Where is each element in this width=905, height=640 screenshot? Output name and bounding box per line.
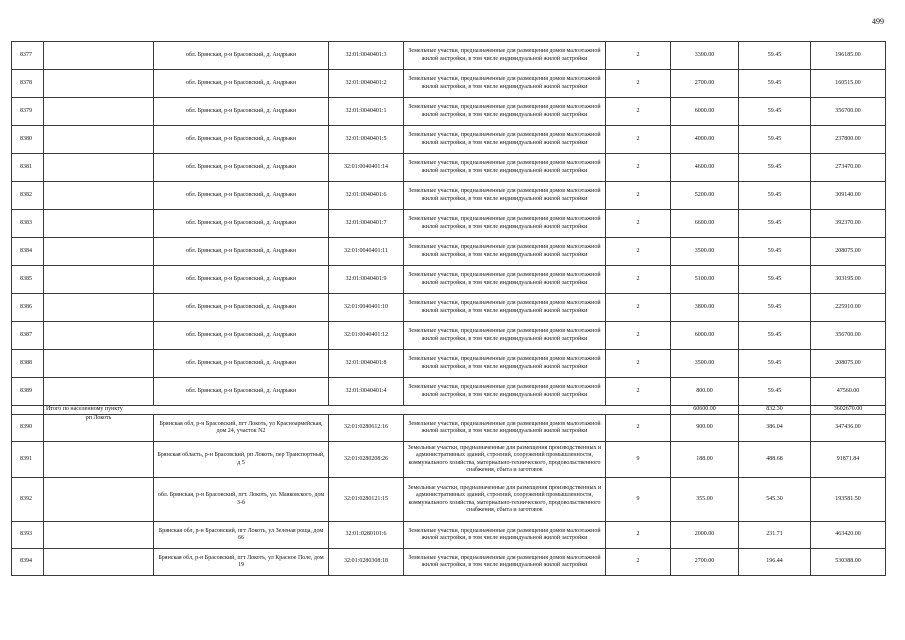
address-cell: обл. Брянская, р-н Брасовский, д. Андрыкн bbox=[154, 294, 329, 322]
address-cell: обл. Брянская, р-н Брасовский, д. Андрыкн bbox=[154, 182, 329, 210]
table-body bbox=[12, 42, 886, 576]
group-number: 2 bbox=[606, 70, 671, 98]
area-value: 2700.00 bbox=[671, 70, 739, 98]
area-value: 6000.00 bbox=[671, 322, 739, 350]
land-purpose: Земельные участки, предназначенные для размещения домов малоэтажной жилой застройки, в том числе индивидуальной жилой застройки bbox=[404, 126, 606, 154]
group-number: 2 bbox=[606, 154, 671, 182]
area-value: 355.00 bbox=[671, 478, 739, 522]
land-purpose: Земельные участки, предназначенные для размещения домов малоэтажной жилой застройки, в том числе индивидуальной жилой застройки bbox=[404, 378, 606, 406]
land-purpose: Земельные участки, предназначенные для размещения домов малоэтажной жилой застройки, в том числе индивидуальной жилой застройки bbox=[404, 210, 606, 238]
row-number: 8390 bbox=[12, 415, 44, 442]
settlement-name bbox=[44, 238, 154, 266]
cadastral-value-table bbox=[11, 41, 886, 576]
area-value: 800.00 bbox=[671, 378, 739, 406]
cadastral-value: 208075.00 bbox=[811, 238, 886, 266]
table-row bbox=[12, 98, 886, 126]
table-row bbox=[12, 478, 886, 522]
specific-rate: 59.45 bbox=[739, 266, 811, 294]
area-value: 4000.00 bbox=[671, 126, 739, 154]
table-row bbox=[12, 442, 886, 478]
specific-rate: 488.68 bbox=[739, 442, 811, 478]
group-number: 2 bbox=[606, 522, 671, 549]
subtotal-row bbox=[12, 406, 886, 415]
land-purpose: Земельные участки, предназначенные для размещения домов малоэтажной жилой застройки, в том числе индивидуальной жилой застройки bbox=[404, 549, 606, 576]
group-number: 2 bbox=[606, 238, 671, 266]
area-value: 188.00 bbox=[671, 442, 739, 478]
cadastral-value: 356700.00 bbox=[811, 98, 886, 126]
cadastral-value: 225910.00 bbox=[811, 294, 886, 322]
cadastral-value: 347436.00 bbox=[811, 415, 886, 442]
table-row bbox=[12, 42, 886, 70]
settlement-name bbox=[44, 70, 154, 98]
address-cell: обл. Брянская, р-н Брасовский, д. Андрыкн bbox=[154, 98, 329, 126]
land-purpose: Земельные участки, предназначенные для размещения домов малоэтажной жилой застройки, в том числе индивидуальной жилой застройки bbox=[404, 415, 606, 442]
group-number: 2 bbox=[606, 98, 671, 126]
row-number: 8384 bbox=[12, 238, 44, 266]
settlement-name bbox=[44, 266, 154, 294]
land-purpose: Земельные участки, предназначенные для размещения домов малоэтажной жилой застройки, в том числе индивидуальной жилой застройки bbox=[404, 266, 606, 294]
subtotal-area: 60600.00 bbox=[671, 406, 739, 415]
cadastral-number: 32:01:0040401:8 bbox=[329, 350, 404, 378]
table-row bbox=[12, 266, 886, 294]
group-number: 2 bbox=[606, 182, 671, 210]
cadastral-number: 32:01:0280121:15 bbox=[329, 478, 404, 522]
address-cell: обл. Брянская, р-н Брасовский, пгт. Локоть, ул. Маяковского, дом 3-б bbox=[154, 478, 329, 522]
cadastral-value: 303195.00 bbox=[811, 266, 886, 294]
settlement-name bbox=[44, 154, 154, 182]
area-value: 5100.00 bbox=[671, 266, 739, 294]
group-number: 2 bbox=[606, 294, 671, 322]
area-value: 2700.00 bbox=[671, 549, 739, 576]
table-row bbox=[12, 154, 886, 182]
land-purpose: Земельные участки, предназначенные для размещения домов малоэтажной жилой застройки, в том числе индивидуальной жилой застройки bbox=[404, 238, 606, 266]
area-value: 900.00 bbox=[671, 415, 739, 442]
area-value: 2000.00 bbox=[671, 522, 739, 549]
area-value: 3500.00 bbox=[671, 350, 739, 378]
cadastral-number: 32:01:0280101:6 bbox=[329, 522, 404, 549]
specific-rate: 59.45 bbox=[739, 210, 811, 238]
address-cell: обл. Брянская, р-н Брасовский, д. Андрыкн bbox=[154, 238, 329, 266]
address-cell: Брянская обл, р-н Брасовский, пгт Локоть, ул Красноармейская, дом 24, участок N2 bbox=[154, 415, 329, 442]
specific-rate: 59.45 bbox=[739, 378, 811, 406]
area-value: 6000.00 bbox=[671, 98, 739, 126]
table-row bbox=[12, 415, 886, 442]
area-value: 3500.00 bbox=[671, 238, 739, 266]
table-row bbox=[12, 522, 886, 549]
cadastral-number: 32:01:0040401:5 bbox=[329, 126, 404, 154]
cadastral-number: 32:01:0280208:26 bbox=[329, 442, 404, 478]
cadastral-value: 193581.50 bbox=[811, 478, 886, 522]
row-number: 8386 bbox=[12, 294, 44, 322]
row-number: 8382 bbox=[12, 182, 44, 210]
settlement-name: рп Локоть bbox=[44, 415, 154, 442]
cadastral-number: 32:01:0040401:1 bbox=[329, 98, 404, 126]
cadastral-value: 91871.84 bbox=[811, 442, 886, 478]
specific-rate: 545.30 bbox=[739, 478, 811, 522]
row-number: 8394 bbox=[12, 549, 44, 576]
table-row bbox=[12, 549, 886, 576]
subtotal-rate: 832.30 bbox=[739, 406, 811, 415]
specific-rate: 386.04 bbox=[739, 415, 811, 442]
row-number: 8392 bbox=[12, 478, 44, 522]
table-row bbox=[12, 322, 886, 350]
row-number: 8378 bbox=[12, 70, 44, 98]
specific-rate: 59.45 bbox=[739, 294, 811, 322]
group-number: 2 bbox=[606, 378, 671, 406]
land-purpose: Земельные участки, предназначенные для размещения домов малоэтажной жилой застройки, в том числе индивидуальной жилой застройки bbox=[404, 154, 606, 182]
row-number: 8391 bbox=[12, 442, 44, 478]
subtotal-value: 3602670.00 bbox=[811, 406, 886, 415]
row-number: 8387 bbox=[12, 322, 44, 350]
area-value: 5200.00 bbox=[671, 182, 739, 210]
address-cell: Брянская область, р-н Брасовский, рп Локоть, пер Транспортный, д 5 bbox=[154, 442, 329, 478]
cadastral-number: 32:01:0040401:11 bbox=[329, 238, 404, 266]
table-row bbox=[12, 70, 886, 98]
table-row bbox=[12, 182, 886, 210]
land-purpose: Земельные участки, предназначенные для размещения домов малоэтажной жилой застройки, в том числе индивидуальной жилой застройки bbox=[404, 522, 606, 549]
group-number: 9 bbox=[606, 442, 671, 478]
settlement-name bbox=[44, 98, 154, 126]
specific-rate: 59.45 bbox=[739, 126, 811, 154]
table-row bbox=[12, 238, 886, 266]
address-cell: обл. Брянская, р-н Брасовский, д. Андрыкн bbox=[154, 70, 329, 98]
specific-rate: 231.71 bbox=[739, 522, 811, 549]
settlement-name bbox=[44, 549, 154, 576]
row-number: 8385 bbox=[12, 266, 44, 294]
settlement-name bbox=[44, 42, 154, 70]
settlement-name bbox=[44, 210, 154, 238]
land-purpose: Земельные участки, предназначенные для размещения домов малоэтажной жилой застройки, в том числе индивидуальной жилой застройки bbox=[404, 70, 606, 98]
address-cell: обл. Брянская, р-н Брасовский, д. Андрыкн bbox=[154, 154, 329, 182]
cadastral-number: 32:01:0040401:7 bbox=[329, 210, 404, 238]
land-purpose: Земельные участки, предназначенные для размещения домов малоэтажной жилой застройки, в том числе индивидуальной жилой застройки bbox=[404, 350, 606, 378]
cadastral-number: 32:01:0280612:16 bbox=[329, 415, 404, 442]
address-cell: обл. Брянская, р-н Брасовский, д. Андрыкн bbox=[154, 378, 329, 406]
cadastral-number: 32:01:0040401:2 bbox=[329, 70, 404, 98]
cadastral-value: 208075.00 bbox=[811, 350, 886, 378]
cadastral-value: 273470.00 bbox=[811, 154, 886, 182]
cadastral-value: 463420.00 bbox=[811, 522, 886, 549]
address-cell: Брянская обл, р-н Брасовский, пгт Локоть, ул Красное Поле, дом 19 bbox=[154, 549, 329, 576]
group-number: 9 bbox=[606, 478, 671, 522]
address-cell: Брянская обл, р-н Брасовский, пгт Локоть, ул Зеленая роща, дом 66 bbox=[154, 522, 329, 549]
cadastral-number: 32:01:0040401:12 bbox=[329, 322, 404, 350]
subtotal-empty bbox=[12, 406, 44, 415]
cadastral-value: 356700.00 bbox=[811, 322, 886, 350]
row-number: 8393 bbox=[12, 522, 44, 549]
settlement-name bbox=[44, 522, 154, 549]
cadastral-number: 32:01:0040401:9 bbox=[329, 266, 404, 294]
specific-rate: 59.45 bbox=[739, 182, 811, 210]
settlement-name bbox=[44, 442, 154, 478]
table-row bbox=[12, 294, 886, 322]
group-number: 2 bbox=[606, 126, 671, 154]
address-cell: обл. Брянская, р-н Брасовский, д. Андрыкн bbox=[154, 350, 329, 378]
address-cell: обл. Брянская, р-н Брасовский, д. Андрыкн bbox=[154, 126, 329, 154]
specific-rate: 59.45 bbox=[739, 154, 811, 182]
land-purpose: Земельные участки, предназначенные для размещения производственных и административных зданий, строений, сооружений промышленности, коммунального хозяйства, материально-технического, продовольственного снабжения, сбыта и заготовок bbox=[404, 478, 606, 522]
cadastral-number: 32:01:0040401:6 bbox=[329, 182, 404, 210]
cadastral-value: 237800.00 bbox=[811, 126, 886, 154]
specific-rate: 196.44 bbox=[739, 549, 811, 576]
row-number: 8389 bbox=[12, 378, 44, 406]
group-number: 2 bbox=[606, 350, 671, 378]
address-cell: обл. Брянская, р-н Брасовский, д. Андрыкн bbox=[154, 266, 329, 294]
cadastral-number: 32:01:0040401:10 bbox=[329, 294, 404, 322]
cadastral-value: 196185.00 bbox=[811, 42, 886, 70]
subtotal-label: Итого по населенному пункту bbox=[44, 406, 671, 415]
settlement-name bbox=[44, 294, 154, 322]
specific-rate: 59.45 bbox=[739, 350, 811, 378]
settlement-name bbox=[44, 322, 154, 350]
cadastral-number: 32:01:0040401:4 bbox=[329, 378, 404, 406]
area-value: 3800.00 bbox=[671, 294, 739, 322]
land-purpose: Земельные участки, предназначенные для размещения домов малоэтажной жилой застройки, в том числе индивидуальной жилой застройки bbox=[404, 42, 606, 70]
area-value: 3300.00 bbox=[671, 42, 739, 70]
table-row bbox=[12, 210, 886, 238]
group-number: 2 bbox=[606, 322, 671, 350]
cadastral-value: 47560.00 bbox=[811, 378, 886, 406]
specific-rate: 59.45 bbox=[739, 238, 811, 266]
cadastral-number: 32:01:0040401:3 bbox=[329, 42, 404, 70]
row-number: 8377 bbox=[12, 42, 44, 70]
table-row bbox=[12, 378, 886, 406]
cadastral-value: 309140.00 bbox=[811, 182, 886, 210]
settlement-name bbox=[44, 182, 154, 210]
land-purpose: Земельные участки, предназначенные для размещения домов малоэтажной жилой застройки, в том числе индивидуальной жилой застройки bbox=[404, 322, 606, 350]
table-row bbox=[12, 350, 886, 378]
row-number: 8379 bbox=[12, 98, 44, 126]
cadastral-number: 32:01:0040401:14 bbox=[329, 154, 404, 182]
group-number: 2 bbox=[606, 549, 671, 576]
cadastral-value: 160515.00 bbox=[811, 70, 886, 98]
row-number: 8381 bbox=[12, 154, 44, 182]
land-purpose: Земельные участки, предназначенные для размещения производственных и административных зданий, строений, сооружений промышленности, коммунального хозяйства, материально-технического, продовольственного снабжения, сбыта и заготовок bbox=[404, 442, 606, 478]
cadastral-value: 530388.00 bbox=[811, 549, 886, 576]
row-number: 8388 bbox=[12, 350, 44, 378]
group-number: 2 bbox=[606, 42, 671, 70]
row-number: 8383 bbox=[12, 210, 44, 238]
cadastral-value: 392370.00 bbox=[811, 210, 886, 238]
specific-rate: 59.45 bbox=[739, 70, 811, 98]
settlement-name bbox=[44, 126, 154, 154]
area-value: 4600.00 bbox=[671, 154, 739, 182]
specific-rate: 59.45 bbox=[739, 322, 811, 350]
address-cell: обл. Брянская, р-н Брасовский, д. Андрыкн bbox=[154, 42, 329, 70]
group-number: 2 bbox=[606, 210, 671, 238]
land-purpose: Земельные участки, предназначенные для размещения домов малоэтажной жилой застройки, в том числе индивидуальной жилой застройки bbox=[404, 294, 606, 322]
group-number: 2 bbox=[606, 415, 671, 442]
address-cell: обл. Брянская, р-н Брасовский, д. Андрыкн bbox=[154, 322, 329, 350]
land-purpose: Земельные участки, предназначенные для размещения домов малоэтажной жилой застройки, в том числе индивидуальной жилой застройки bbox=[404, 182, 606, 210]
cadastral-number: 32:01:0280308:18 bbox=[329, 549, 404, 576]
row-number: 8380 bbox=[12, 126, 44, 154]
page-number: 499 bbox=[872, 17, 884, 26]
settlement-name bbox=[44, 350, 154, 378]
settlement-name bbox=[44, 478, 154, 522]
table-row bbox=[12, 126, 886, 154]
specific-rate: 59.45 bbox=[739, 42, 811, 70]
address-cell: обл. Брянская, р-н Брасовский, д. Андрыкн bbox=[154, 210, 329, 238]
group-number: 2 bbox=[606, 266, 671, 294]
specific-rate: 59.45 bbox=[739, 98, 811, 126]
settlement-name bbox=[44, 378, 154, 406]
land-purpose: Земельные участки, предназначенные для размещения домов малоэтажной жилой застройки, в том числе индивидуальной жилой застройки bbox=[404, 98, 606, 126]
area-value: 6600.00 bbox=[671, 210, 739, 238]
